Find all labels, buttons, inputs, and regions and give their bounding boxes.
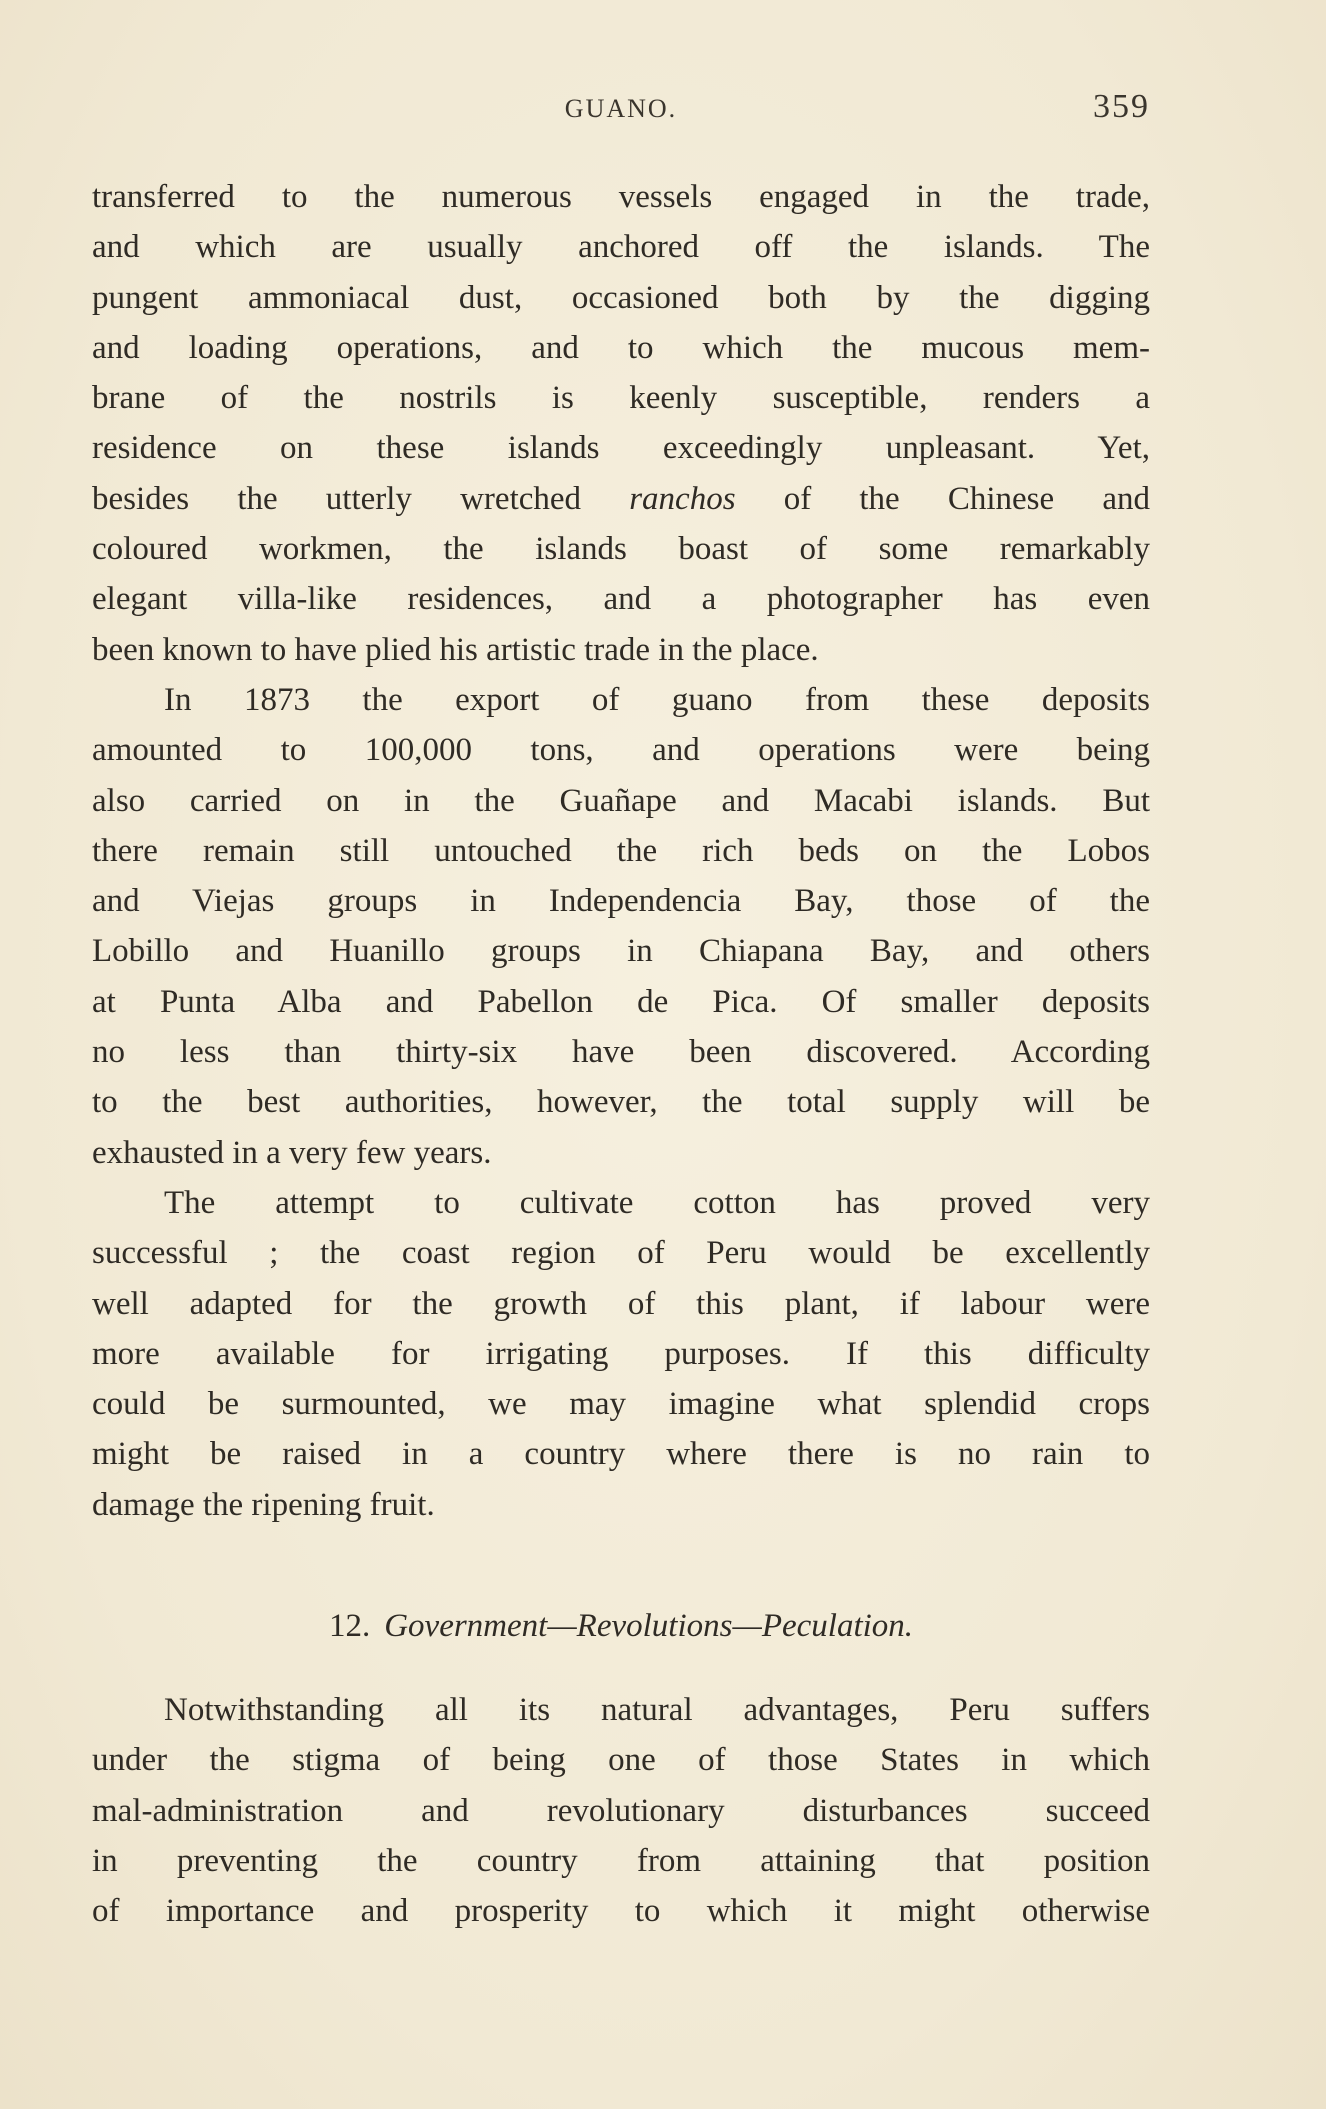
paragraph-cotton [92, 1178, 1150, 1530]
section-number: 12. [328, 1608, 371, 1644]
text-line: might be raised in a country where there is no rain to [92, 1436, 1150, 1473]
text-line: transferred to the numerous vessels engaged in the trade, [92, 179, 1150, 215]
text-line: damage the ripening fruit. [92, 1486, 435, 1523]
text-line: of importance and prosperity to which it might otherwise [92, 1893, 1150, 1930]
text-line: in preventing the country from attaining that position [92, 1842, 1150, 1879]
text-line: and Viejas groups in Independencia Bay, those of the [92, 883, 1150, 920]
body-text-upper [92, 172, 1150, 1530]
text-line: coloured workmen, the islands boast of some remarkably [92, 531, 1150, 568]
text-line: at Punta Alba and Pabellon de Pica. Of smaller deposits [92, 983, 1150, 1020]
text-line: elegant villa-like residences, and a photographer has even [92, 581, 1150, 618]
text-line: and which are usually anchored off the islands. The [92, 229, 1150, 266]
paragraph-guano-islands [92, 172, 1150, 675]
text-line: mal-administration and revolutionary disturbances succeed [92, 1792, 1150, 1829]
text-line: In 1873 the export of guano from these deposits [164, 681, 1150, 718]
body-text-lower [92, 1685, 1150, 1936]
text-line: residence on these islands exceedingly unpleasant. Yet, [92, 430, 1150, 467]
text-line: more available for irrigating purposes. If this difficulty [92, 1335, 1150, 1372]
text-segment: of the Chinese and [735, 480, 1150, 517]
text-line: successful ; the coast region of Peru would be excellently [92, 1235, 1150, 1272]
running-head: GUANO. [564, 94, 678, 123]
text-line: brane of the nostrils is keenly susceptible, renders a [92, 380, 1150, 417]
text-line: The attempt to cultivate cotton has proved very [164, 1184, 1150, 1221]
text-line: Notwithstanding all its natural advantages, Peru suffers [164, 1692, 1150, 1728]
text-line: and loading operations, and to which the mucous mem- [92, 329, 1150, 366]
text-line: exhausted in a very few years. [92, 1134, 492, 1171]
text-line: amounted to 100,000 tons, and operations were being [92, 732, 1150, 769]
text-line: could be surmounted, we may imagine what splendid crops [92, 1386, 1150, 1423]
text-line: Lobillo and Huanillo groups in Chiapana Bay, and others [92, 933, 1150, 970]
paragraph-guano-export [92, 675, 1150, 1178]
text-segment: besides the utterly wretched [92, 480, 630, 517]
text-line: no less than thirty-six have been discovered. According [92, 1034, 1150, 1071]
section-title: Government—Revolutions—Peculation. [384, 1608, 914, 1644]
paragraph-government [92, 1685, 1150, 1936]
text-line [92, 474, 1150, 524]
text-line: there remain still untouched the rich beds on the Lobos [92, 832, 1150, 869]
text-line: pungent ammoniacal dust, occasioned both by the digging [92, 279, 1150, 316]
section-heading [92, 1608, 1150, 1645]
italic-term: ranchos [629, 480, 736, 517]
text-line: also carried on in the Guañape and Macabi islands. But [92, 782, 1150, 819]
text-line: under the stigma of being one of those States in which [92, 1742, 1150, 1779]
page-header [92, 88, 1150, 128]
text-line: to the best authorities, however, the total supply will be [92, 1084, 1150, 1121]
text-line: well adapted for the growth of this plant, if labour were [92, 1285, 1150, 1322]
text-line: been known to have plied his artistic trade in the place. [92, 631, 819, 668]
page-number: 359 [1093, 88, 1150, 125]
